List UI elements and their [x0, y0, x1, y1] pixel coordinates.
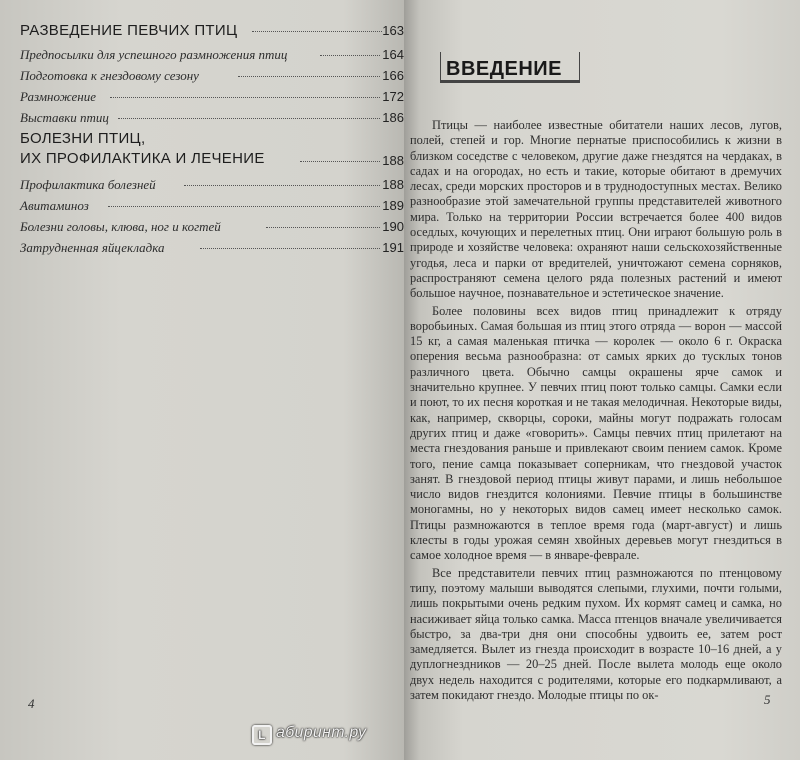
toc-item-title: Профилактика болезней [20, 177, 156, 192]
paragraph: Все представители певчих птиц размножаются по птенцовому типу, поэтому малыши выводятся слепыми, глухими, почти голыми, лишь покрытыми очень редким пухом. Их кормят самец и самка, но насиживает яйца только самка. Масса птенцов вначале увеличивается быстро, за два-три дня они способны удвоить ее, затем рост замедляется. Вылет из гнезда происходит в возрасте 10–16 дней, а у дуплогнездников — 20–25 дней. После вылета молодь еще около двух недель находится с родителями, которые его подкармливают, а затем покидают гнездо. Молодые птицы по ок- [410, 565, 782, 702]
toc-item-title: Болезни головы, клюва, ног и когтей [20, 219, 221, 234]
dot-leader [266, 227, 380, 228]
toc-item-row[interactable] [20, 174, 404, 195]
toc-item-row[interactable] [20, 237, 404, 258]
toc-page-number: 191 [382, 240, 404, 255]
toc-page-number: 164 [382, 47, 404, 62]
toc-page-number: 166 [382, 68, 404, 83]
toc-page-number: 189 [382, 198, 404, 213]
dot-leader [200, 248, 380, 249]
table-of-contents [20, 18, 404, 258]
dot-leader [238, 76, 380, 77]
right-page [404, 0, 800, 760]
page-number: 4 [28, 696, 35, 711]
watermark [252, 724, 366, 745]
dot-leader [118, 118, 380, 119]
page-number: 5 [764, 692, 771, 707]
labirint-logo-icon: L [252, 725, 272, 745]
toc-item-title: Подготовка к гнездовому сезону [20, 68, 199, 83]
toc-page-number: 186 [382, 110, 404, 125]
toc-item-title: Выставки птиц [20, 110, 109, 125]
toc-section-title: РАЗВЕДЕНИЕ ПЕВЧИХ ПТИЦ [20, 22, 238, 39]
toc-page-number: 190 [382, 219, 404, 234]
toc-page-number: 188 [382, 153, 404, 168]
toc-item-title: Размножение [20, 89, 97, 104]
dot-leader [300, 161, 380, 162]
toc-page-number: 188 [382, 177, 404, 192]
dot-leader [320, 55, 380, 56]
toc-page-number: 163 [382, 23, 404, 38]
toc-section-title: БОЛЕЗНИ ПТИЦ, [20, 130, 146, 147]
chapter-heading: ВВЕДЕНИЕ [446, 58, 562, 80]
dot-leader [110, 97, 380, 98]
watermark-text: абиринт.ру [276, 724, 367, 741]
toc-section-row[interactable] [20, 130, 404, 174]
toc-item-row[interactable] [20, 107, 404, 128]
dot-leader [252, 31, 382, 32]
toc-section-title: ИХ ПРОФИЛАКТИКА И ЛЕЧЕНИЕ [20, 150, 265, 167]
toc-item-title: Затрудненная яйцекладка [20, 240, 165, 255]
toc-item-row[interactable] [20, 65, 404, 86]
toc-item-row[interactable] [20, 86, 404, 107]
dot-leader [184, 185, 380, 186]
toc-item-title: Предпосылки для успешного размножения птиц [20, 47, 288, 62]
toc-item-row[interactable] [20, 216, 404, 237]
dot-leader [108, 206, 380, 207]
paragraph: Более половины всех видов птиц принадлежит к отряду воробьиных. Самая большая из птиц этого отряда — ворон — массой 15 кг, а самая маленькая птичка — королек — около 6 г. Окраска оперения весьма разнообразна: от самых ярких до тусклых тонов различного цвета. Обычно самцы окрашены ярче самок и значительно крупнее. У певчих птиц поют только самцы. Самки если и поют, то их песня короткая и не такая мелодичная. Некоторые виды, как, например, скворцы, сороки, майны могут подражать голосам других птиц и даже «говорить». Самцы певчих птиц прилетают на места гнездования раньше и привлекают своим пением самок. Кроме того, пение самца показывает соперникам, что гнездовой участок занят. В гнездовой период птицы живут парами, и лишь небольшое число видов гнездится колониями. Певчие птицы в большинстве моногамны, но у некоторых видов самец имеет несколько самок. Птицы размножаются в теплое время года (март-август) и лишь клесты в годы урожая семян хвойных деревьев могут гнездиться в самое холодное время — в январе-феврале. [410, 303, 782, 563]
toc-item-row[interactable] [20, 195, 404, 216]
toc-item-title: Авитаминоз [20, 198, 89, 213]
body-text [410, 118, 782, 703]
paragraph: Птицы — наиболее известные обитатели наших лесов, лугов, полей, степей и гор. Многие пернатые приспособились к жизни в близком соседстве с человеком, другие даже гнездятся на чердаках, в садах и на огородах, но есть и такие, которые обитают в дремучих лесах, среди морских просторов и в труднодоступных местах. Велико разнообразие этой замечательной группы представителей животного мира. Только на территории России встречается более 400 видов оседлых, кочующих и перелетных птиц. Они играют большую роль в природе и хозяйстве человека: охраняют наши сельскохозяйственные угодья, леса и парки от вредителей, уничтожают семена сорняков, распространяют семена целого ряда полезных растений и имеют большое научное, познавательное и эстетическое значение. [410, 118, 782, 301]
toc-page-number: 172 [382, 89, 404, 104]
toc-item-row[interactable] [20, 44, 404, 65]
toc-section-row[interactable] [20, 20, 404, 44]
